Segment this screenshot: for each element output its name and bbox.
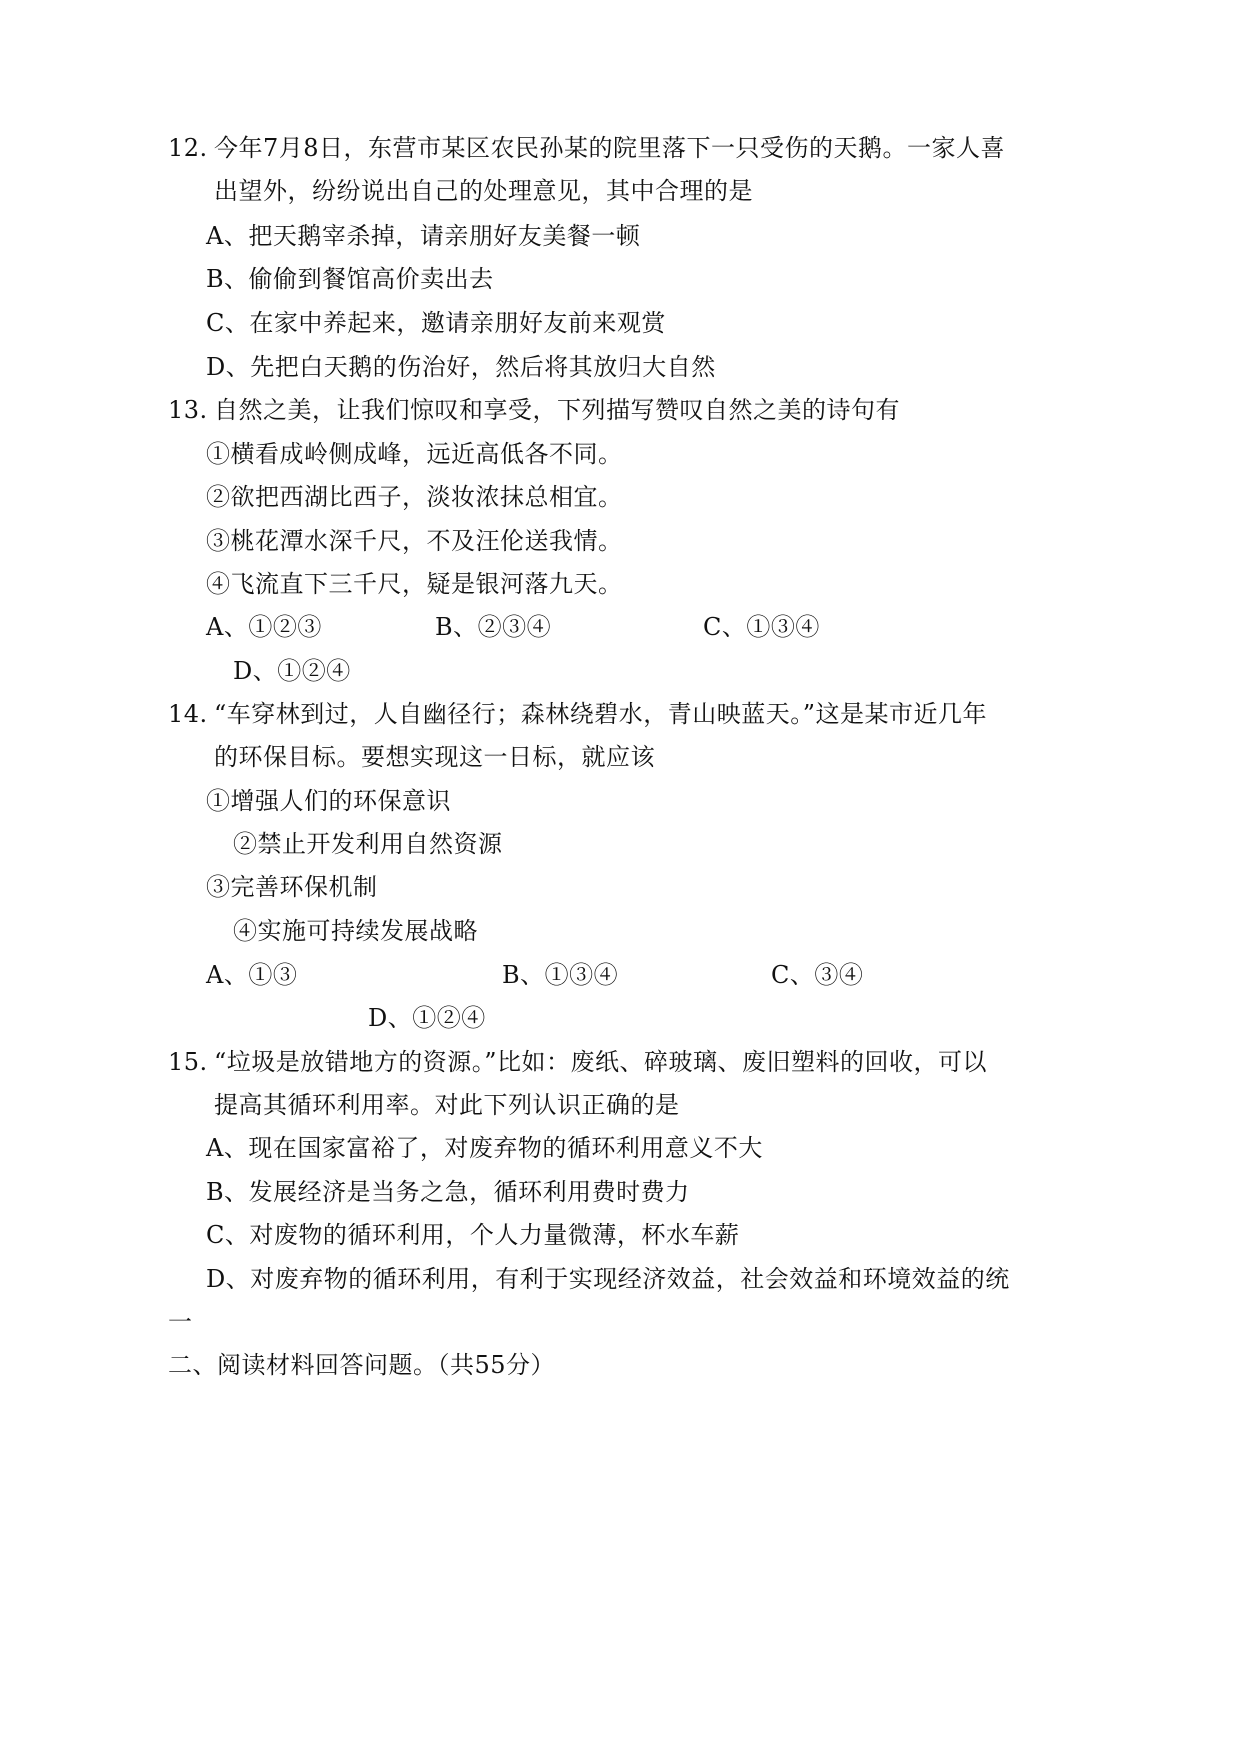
question-14-item-4: ④实施可持续发展战略: [233, 917, 478, 945]
question-15-stem-line2: 提高其循环利用率。对此下列认识正确的是: [214, 1091, 680, 1119]
question-13-item-1: ①横看成岭侧成峰，远近高低各不同。: [206, 440, 623, 468]
question-14-option-b: B、①③④: [502, 961, 619, 989]
question-15-option-d-wrap: 一: [168, 1308, 193, 1336]
question-14-option-a: A、①③: [206, 961, 298, 989]
question-15-stem-line1: [168, 1047, 987, 1077]
question-14-item-1: ①增强人们的环保意识: [206, 787, 451, 815]
question-14-stem-line2: 的环保目标。要想实现这一日标，就应该: [214, 743, 655, 771]
question-12-number: 12.: [168, 134, 208, 162]
question-14-item-2: ②禁止开发利用自然资源: [233, 830, 503, 858]
section-heading: 二、阅读材料回答问题。（共55分）: [168, 1351, 556, 1379]
question-12-stem-line2: 出望外，纷纷说出自己的处理意见，其中合理的是: [214, 177, 753, 205]
question-14-stem-text: “车穿林到过，人自幽径行；森林绕碧水，青山映蓝天。”这是某市近几年: [214, 700, 988, 728]
question-13-option-d: D、①②④: [233, 657, 351, 685]
question-15-option-b: B、发展经济是当务之急，循环利用费时费力: [206, 1178, 690, 1206]
question-13-item-2: ②欲把西湖比西子，淡妆浓抹总相宜。: [206, 483, 623, 511]
question-13-number: 13.: [168, 396, 208, 424]
question-12-option-c: C、在家中养起来，邀请亲朋好友前来观赏: [206, 309, 666, 337]
question-14-option-c: C、③④: [771, 961, 864, 989]
question-15-number: 15.: [168, 1048, 208, 1076]
question-14-item-3: ③完善环保机制: [206, 873, 378, 901]
question-12-option-b: B、偷偷到餐馆高价卖出去: [206, 265, 494, 293]
question-13-option-a: A、①②③: [206, 613, 322, 641]
question-12-stem-line1: [168, 133, 1005, 163]
question-13-item-4: ④飞流直下三千尺，疑是银河落九天。: [206, 570, 623, 598]
question-12-stem-text: 今年7月8日，东营市某区农民孙某的院里落下一只受伤的天鹅。一家人喜: [214, 134, 1006, 162]
question-15-stem-text: “垃圾是放错地方的资源。”比如：废纸、碎玻璃、废旧塑料的回收，可以: [214, 1048, 988, 1076]
question-14-number: 14.: [168, 700, 208, 728]
question-13-option-b: B、②③④: [435, 613, 552, 641]
question-12-option-a: A、把天鹅宰杀掉，请亲朋好友美餐一顿: [206, 222, 641, 250]
question-14-option-d: D、①②④: [368, 1004, 486, 1032]
question-15-option-d: D、对废弃物的循环利用，有利于实现经济效益，社会效益和环境效益的统: [206, 1265, 1010, 1293]
question-14-stem-line1: [168, 699, 987, 729]
question-13-option-c: C、①③④: [703, 613, 820, 641]
question-12-option-d: D、先把白天鹅的伤治好，然后将其放归大自然: [206, 353, 716, 381]
question-13-stem-line1: [168, 395, 900, 425]
question-15-option-c: C、对废物的循环利用，个人力量微薄，杯水车薪: [206, 1221, 740, 1249]
question-15-option-a: A、现在国家富裕了，对废弃物的循环利用意义不大: [206, 1134, 763, 1162]
question-13-stem-text: 自然之美，让我们惊叹和享受，下列描写赞叹自然之美的诗句有: [214, 396, 900, 424]
question-13-item-3: ③桃花潭水深千尺，不及汪伦送我情。: [206, 527, 623, 555]
